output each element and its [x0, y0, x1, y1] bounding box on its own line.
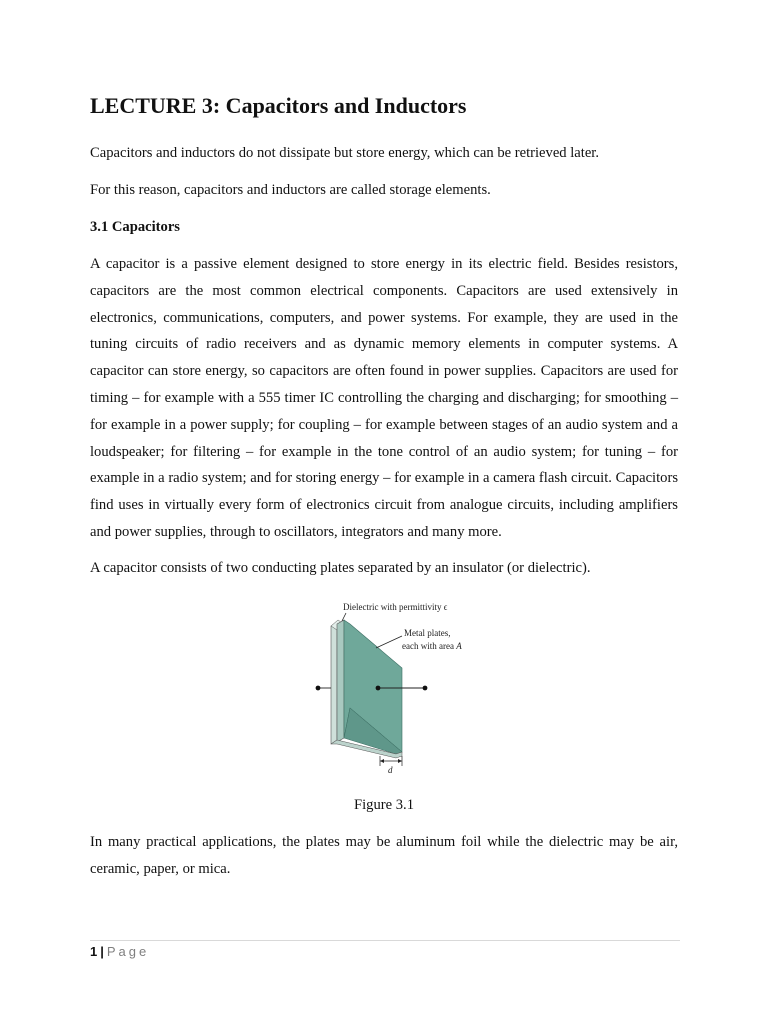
left-terminal: [316, 686, 321, 691]
intro-paragraph-1: Capacitors and inductors do not dissipate but store energy, which can be retrieved later.: [90, 145, 600, 161]
plates-label-area-var: A: [456, 641, 462, 651]
page-label: Page: [106, 944, 150, 959]
plates-label-line1: Metal plates,: [404, 628, 451, 638]
page-number: 1: [90, 944, 98, 959]
section-heading: 3.1 Capacitors: [90, 219, 180, 235]
distance-arrow-left: [380, 759, 384, 763]
plates-label-text: each with area: [402, 641, 457, 651]
dielectric-label: Dielectric with permittivity ϵ: [343, 602, 448, 612]
capacitor-description-paragraph: A capacitor is a passive element designed to store energy in its electric field. Besides resistors, capacitors are the most common electrical components. Capacitors are used extensively in electronics, communications, computers, and power systems. For example, they are used in the tuning circuits of radio receivers and as dynamic memory elements in computer systems. A capacitor can store energy, so capacitors are often found in power supplies. Capacitors are used for timing – for example with a 555 timer IC controlling the charging and discharging; for smoothing – for example in a power supply; for coupling – for example between stages of an audio system and a loudspeaker; for filtering – for example in the tone control of an audio system; for tuning – for example in a radio system; and for storing energy – for example in a camera flash circuit. Capacitors find uses in virtually every form of electronics circuit from analogue circuits, including amplifiers and power supplies, through to oscillators, integrators and many more.: [90, 256, 678, 540]
plates-leader-line: [376, 636, 402, 648]
intro-paragraph-2: For this reason, capacitors and inductors are called storage elements.: [90, 182, 491, 198]
plate-contact-point: [376, 686, 381, 691]
dielectric-slab: [337, 620, 344, 742]
capacitor-figure: [310, 598, 480, 776]
page-footer: [90, 942, 149, 962]
back-plate-edge: [331, 622, 337, 744]
page-title: LECTURE 3: Capacitors and Inductors: [90, 93, 467, 118]
distance-arrow-right: [398, 759, 402, 763]
capacitor-diagram: [310, 598, 480, 776]
footer-divider: [90, 940, 680, 941]
distance-label: d: [388, 765, 393, 775]
practical-applications-paragraph: In many practical applications, the plates may be aluminum foil while the dielectric may be air, ceramic, paper, or mica.: [90, 834, 678, 877]
capacitor-structure-paragraph: A capacitor consists of two conducting plates separated by an insulator (or dielectric).: [90, 560, 591, 576]
right-terminal: [423, 686, 428, 691]
footer-separator: |: [100, 944, 104, 959]
figure-caption: Figure 3.1: [354, 797, 414, 813]
plates-label-line2: [402, 641, 462, 651]
